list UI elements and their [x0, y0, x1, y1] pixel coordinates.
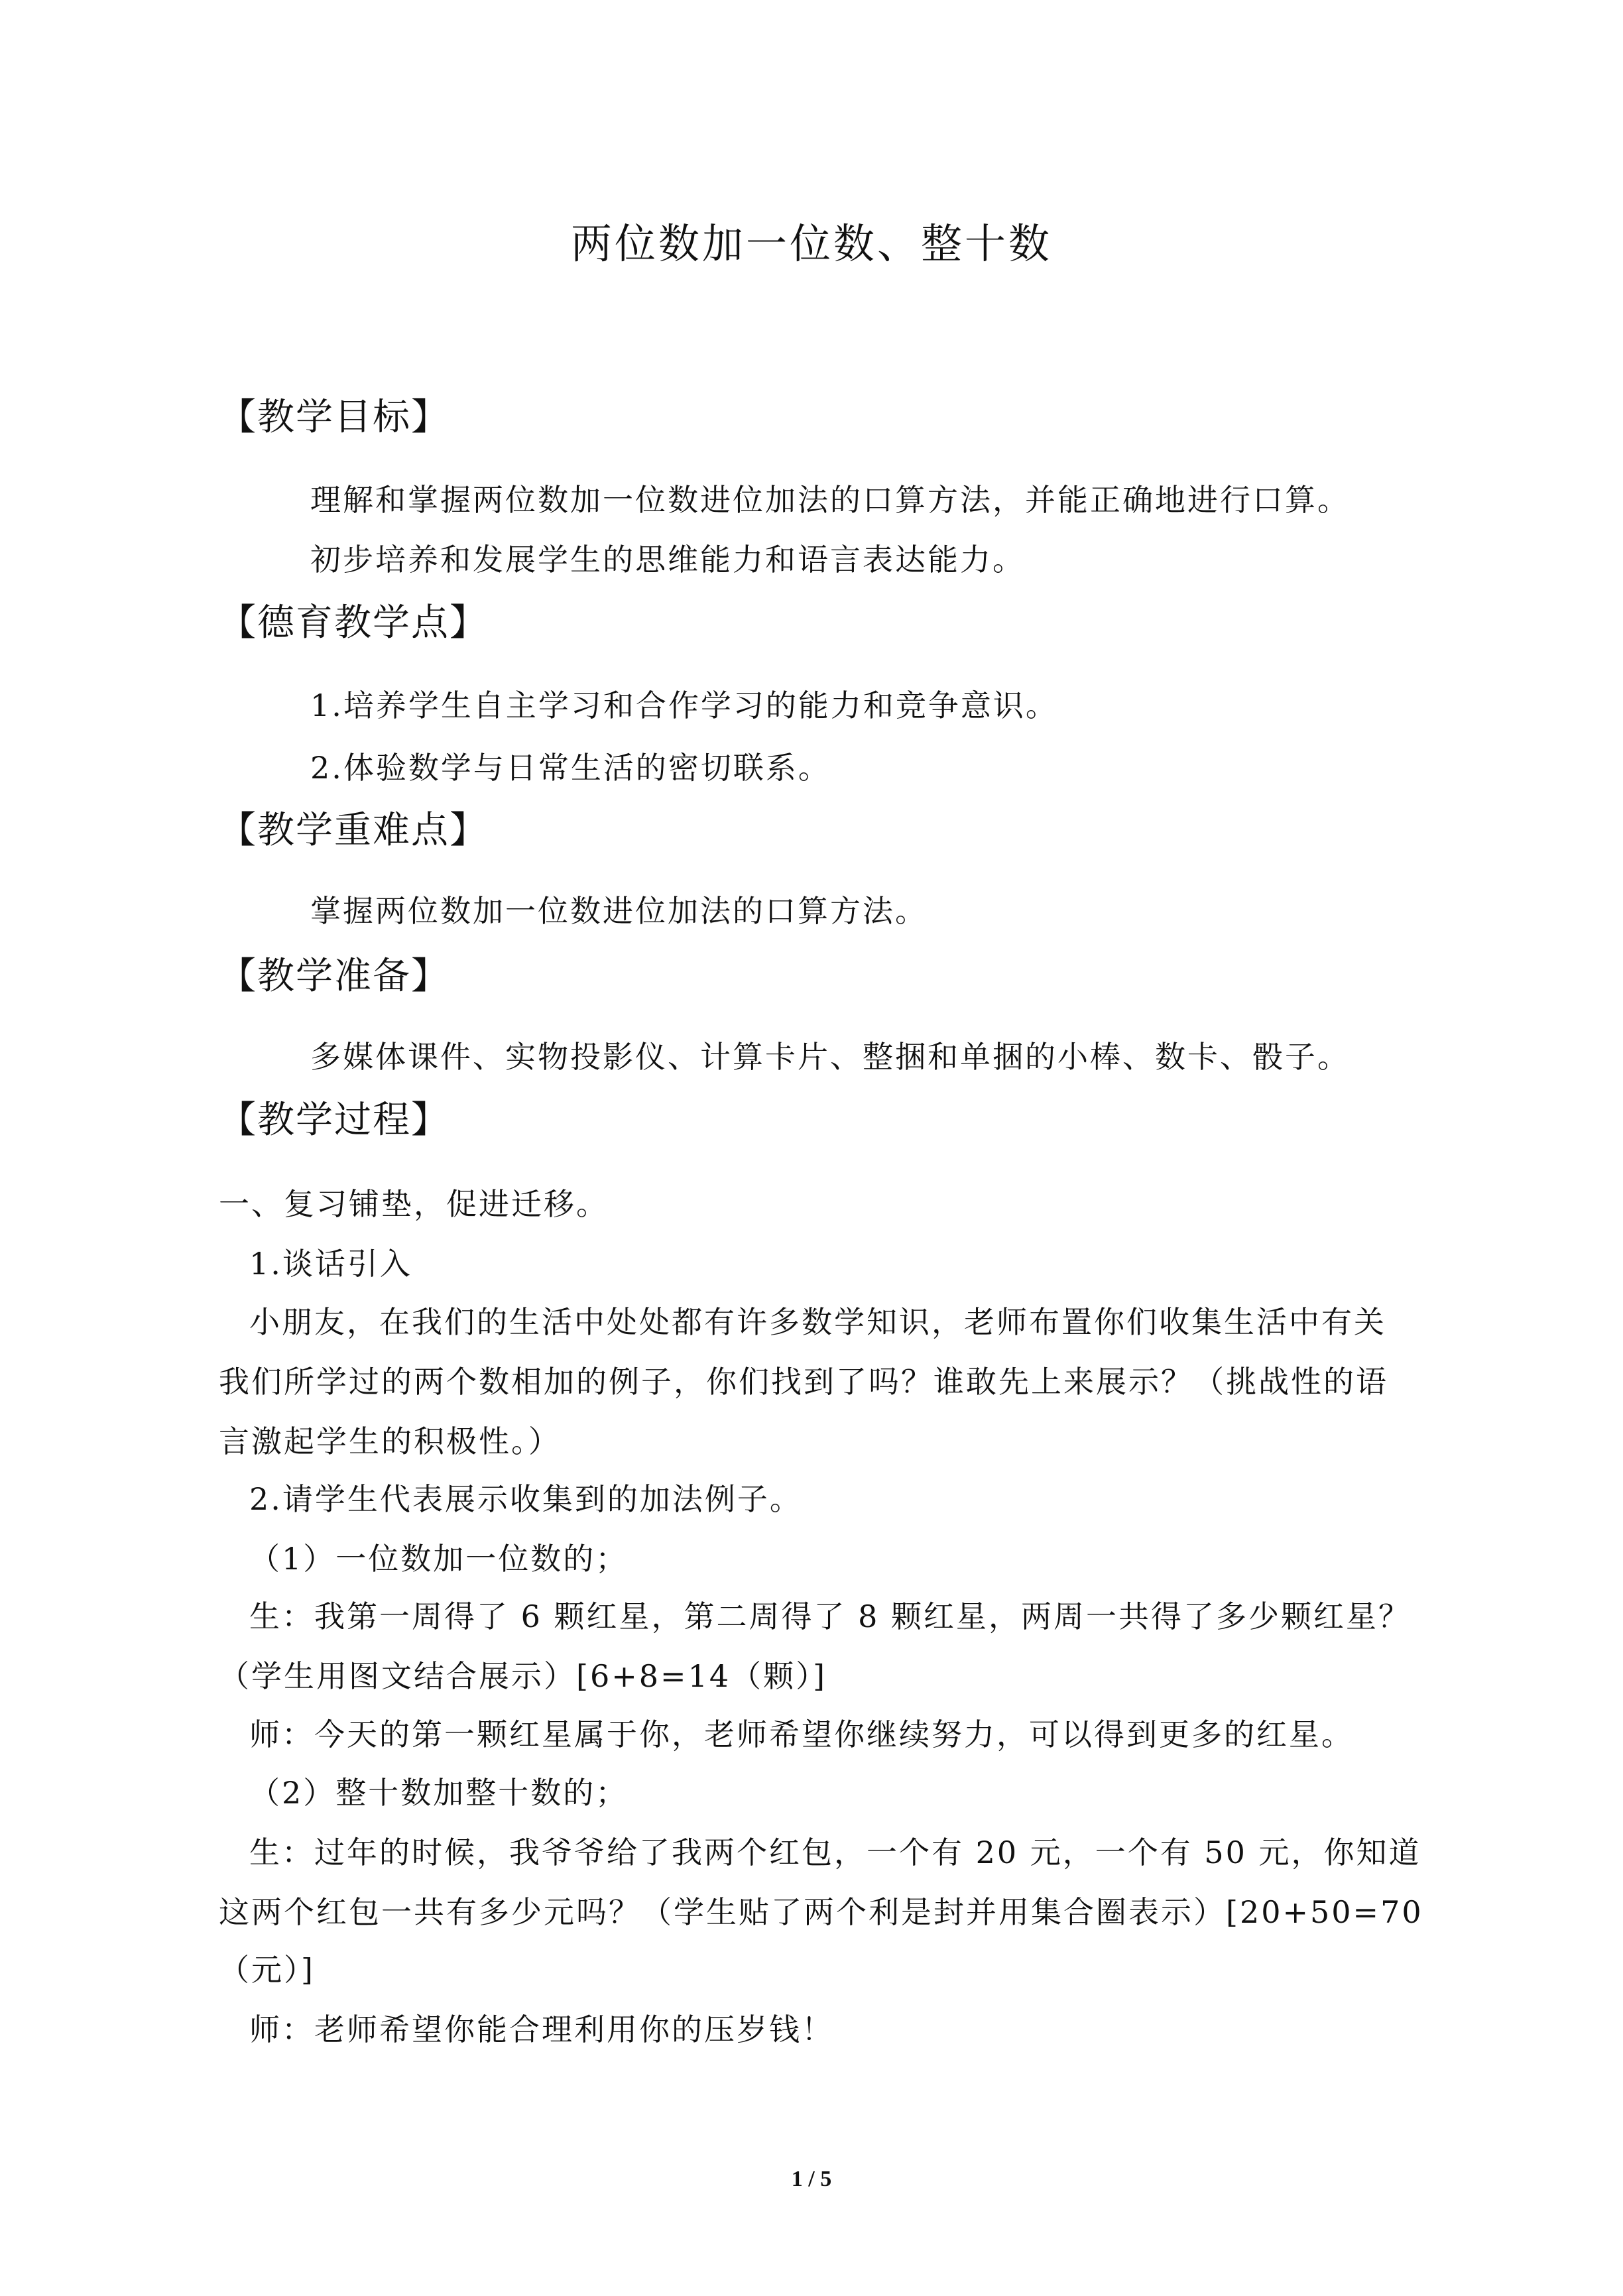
- paragraph: 1.培养学生自主学习和合作学习的能力和竞争意识。: [310, 688, 1058, 723]
- document-title: 两位数加一位数、整十数: [570, 219, 1052, 268]
- section-heading-moral: 【德育教学点】: [219, 601, 488, 644]
- paragraph: 小朋友，在我们的生活中处处都有许多数学知识，老师布置你们收集生活中有关: [249, 1304, 1386, 1340]
- section-heading-process: 【教学过程】: [219, 1099, 450, 1142]
- paragraph: 这两个红包一共有多少元吗？（学生贴了两个利是封并用集合圈表示）[20+50=70: [219, 1894, 1423, 1930]
- paragraph: 师：今天的第一颗红星属于你，老师希望你继续努力，可以得到更多的红星。: [249, 1717, 1354, 1752]
- page-number: 1 / 5: [791, 2167, 832, 2191]
- section-heading-preparation: 【教学准备】: [219, 955, 450, 998]
- section-heading-key-points: 【教学重难点】: [219, 809, 488, 852]
- paragraph: （元）]: [219, 1952, 315, 1988]
- paragraph: 掌握两位数加一位数进位加法的口算方法。: [310, 893, 928, 929]
- paragraph: 师：老师希望你能合理利用你的压岁钱！: [249, 2012, 834, 2047]
- paragraph: 多媒体课件、实物投影仪、计算卡片、整捆和单捆的小棒、数卡、骰子。: [310, 1039, 1350, 1075]
- paragraph: 1.谈话引入: [249, 1246, 412, 1282]
- paragraph: 2.请学生代表展示收集到的加法例子。: [249, 1481, 802, 1517]
- paragraph: 生：我第一周得了 6 颗红星，第二周得了 8 颗红星，两周一共得了多少颗红星？: [249, 1599, 1412, 1634]
- section-heading-goals: 【教学目标】: [219, 396, 450, 439]
- paragraph: 一、复习铺垫，促进迁移。: [219, 1186, 609, 1222]
- paragraph: 我们所学过的两个数相加的例子，你们找到了吗？谁敢先上来展示？（挑战性的语: [219, 1364, 1388, 1400]
- paragraph: （学生用图文结合展示）[6+8=14（颗）]: [219, 1658, 827, 1694]
- paragraph: 初步培养和发展学生的思维能力和语言表达能力。: [310, 542, 1025, 577]
- paragraph: （1）一位数加一位数的；: [249, 1541, 629, 1577]
- paragraph: （2）整十数加整十数的；: [249, 1775, 629, 1811]
- paragraph: 生：过年的时候，我爷爷给了我两个红包，一个有 20 元，一个有 50 元，你知道: [249, 1835, 1421, 1870]
- paragraph: 理解和掌握两位数加一位数进位加法的口算方法，并能正确地进行口算。: [310, 482, 1350, 518]
- paragraph: 言激起学生的积极性。）: [219, 1423, 561, 1459]
- paragraph: 2.体验数学与日常生活的密切联系。: [310, 750, 831, 786]
